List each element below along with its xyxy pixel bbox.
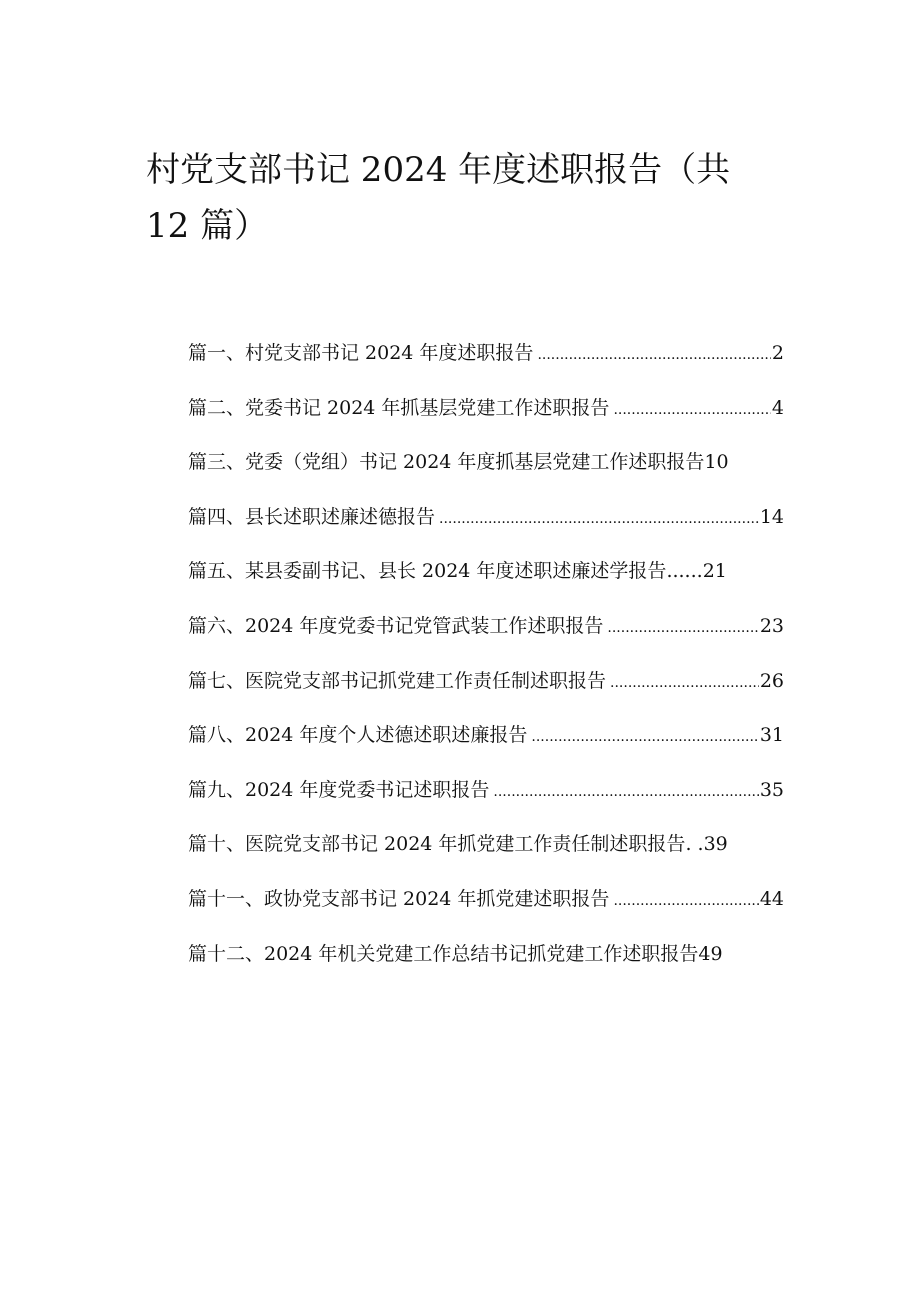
toc-page-number: 49 xyxy=(698,942,723,965)
document-title: 村党支部书记 2024 年度述职报告（共 12 篇） xyxy=(146,150,731,246)
toc-page-number: 10 xyxy=(704,451,729,474)
toc-entry-7[interactable] xyxy=(188,664,784,719)
toc-entry-title: 篇四、县长述职述廉述德报告 xyxy=(188,505,436,528)
toc-entry-title: 篇八、2024 年度个人述德述职述廉报告 xyxy=(188,724,528,747)
toc-page-number: 44 xyxy=(759,887,784,910)
toc-page-number: 4 xyxy=(771,396,784,419)
toc-entry-10[interactable] xyxy=(188,827,784,882)
table-of-contents xyxy=(188,336,784,991)
toc-page-number: 31 xyxy=(759,724,784,747)
toc-entry-title: 篇十、医院党支部书记 2024 年抓党建工作责任制述职报告 xyxy=(188,833,686,856)
toc-entry-11[interactable] xyxy=(188,882,784,937)
toc-entry-title: 篇十一、政协党支部书记 2024 年抓党建述职报告 xyxy=(188,887,610,910)
toc-dot-leader xyxy=(613,393,770,427)
toc-dot-leader xyxy=(610,666,759,700)
toc-entry-8[interactable] xyxy=(188,718,784,773)
toc-entry-title: 篇一、村党支部书记 2024 年度述职报告 xyxy=(188,342,534,364)
toc-entry-title: 篇七、医院党支部书记抓党建工作责任制述职报告 xyxy=(188,669,607,692)
toc-entry-title: 篇三、党委（党组）书记 2024 年度抓基层党建工作述职报告 xyxy=(188,451,705,474)
toc-entry-title: 篇六、2024 年度党委书记党管武装工作述职报告 xyxy=(188,614,604,637)
toc-entry-12[interactable] xyxy=(188,937,784,992)
toc-entry-title: 篇五、某县委副书记、县长 2024 年度述职述廉述学报告 xyxy=(188,560,667,583)
toc-entry-5[interactable] xyxy=(188,554,784,609)
toc-entry-3[interactable] xyxy=(188,445,784,500)
toc-page-number: 26 xyxy=(759,669,784,692)
toc-entry-9[interactable] xyxy=(188,773,784,828)
toc-entry-6[interactable] xyxy=(188,609,784,664)
toc-entry-4[interactable] xyxy=(188,500,784,555)
toc-dot-leader xyxy=(613,884,758,918)
toc-dot-leader xyxy=(607,611,758,645)
toc-page-number: 23 xyxy=(759,614,784,637)
toc-page-number: 35 xyxy=(759,778,784,801)
toc-dot-leader xyxy=(531,720,758,754)
toc-page-number: 21 xyxy=(702,560,727,583)
toc-page-number: 14 xyxy=(759,505,784,528)
toc-dot-leader xyxy=(439,502,759,536)
toc-dot-leader xyxy=(537,338,770,372)
toc-entry-title: 篇九、2024 年度党委书记述职报告 xyxy=(188,778,490,801)
toc-entry-2[interactable] xyxy=(188,391,784,446)
toc-dot-leader xyxy=(493,775,758,809)
toc-entry-title: 篇十二、2024 年机关党建工作总结书记抓党建工作述职报告 xyxy=(188,942,699,965)
toc-page-number: 2 xyxy=(771,342,784,364)
toc-entry-1[interactable] xyxy=(188,336,784,391)
toc-separator: ...... xyxy=(666,560,703,583)
toc-separator: . . xyxy=(685,833,704,856)
toc-entry-title: 篇二、党委书记 2024 年抓基层党建工作述职报告 xyxy=(188,396,610,419)
toc-page-number: 39 xyxy=(703,833,728,856)
